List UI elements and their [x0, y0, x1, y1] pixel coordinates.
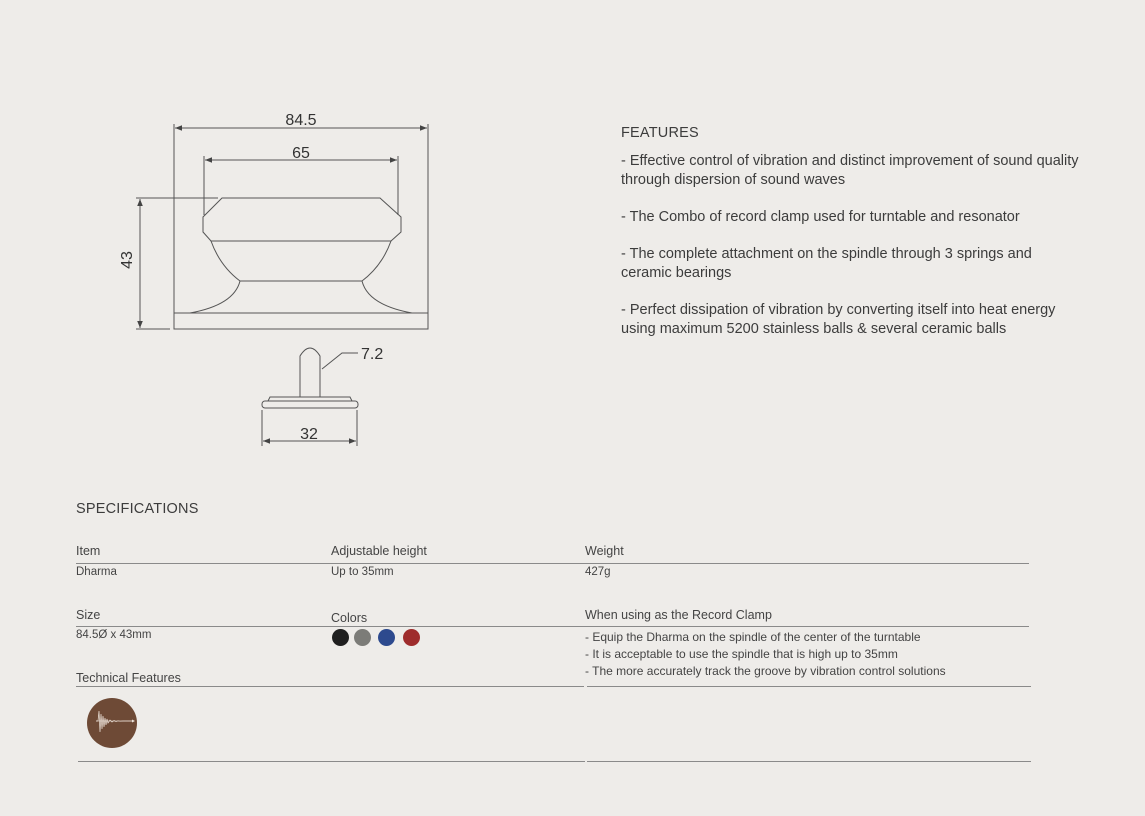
feature-item: - The Combo of record clamp used for turntable and resonator — [621, 209, 1020, 225]
size-label: Size — [76, 608, 101, 622]
dim-base-width: 32 — [300, 426, 318, 443]
color-swatch-red[interactable] — [403, 629, 420, 646]
vibration-wave-icon — [87, 698, 137, 748]
dim-height: 43 — [119, 251, 136, 269]
color-swatch-gray[interactable] — [354, 629, 371, 646]
spindle-outline — [262, 348, 358, 408]
features-section — [621, 124, 1081, 357]
feature-item: - Perfect dissipation of vibration by converting itself into heat energy using maximum 5200 stainless balls & several ceramic balls — [621, 302, 1056, 337]
item-label: Item — [76, 544, 101, 558]
feature-item: - The complete attachment on the spindle through 3 springs and ceramic bearings — [621, 246, 1032, 281]
technical-features-label: Technical Features — [76, 671, 181, 685]
dharma-body-outline — [174, 198, 428, 329]
divider — [587, 761, 1031, 762]
clamp-note: - Equip the Dharma on the spindle of the center of the turntable — [585, 630, 921, 644]
clamp-notes — [585, 629, 1025, 680]
divider — [76, 626, 1029, 627]
item-value: Dharma — [76, 566, 117, 578]
weight-value: 427g — [585, 566, 611, 578]
weight-label: Weight — [585, 544, 624, 558]
clamp-label: When using as the Record Clamp — [585, 608, 772, 622]
divider — [78, 761, 585, 762]
dim-outer-width: 84.5 — [285, 112, 317, 129]
colors-label: Colors — [331, 611, 368, 625]
color-swatch-blue[interactable] — [378, 629, 395, 646]
features-title: FEATURES — [621, 125, 699, 141]
size-value: 84.5Ø x 43mm — [76, 629, 152, 641]
dim-inner-width: 65 — [292, 145, 310, 162]
height-label: Adjustable height — [331, 544, 427, 558]
divider — [76, 563, 1029, 564]
clamp-note: - The more accurately track the groove by vibration control solutions — [585, 664, 946, 678]
divider — [587, 686, 1031, 687]
feature-item: - Effective control of vibration and distinct improvement of sound quality through dispersion of sound waves — [621, 153, 1079, 188]
specifications-title: SPECIFICATIONS — [76, 501, 199, 517]
dim-spindle: 7.2 — [361, 346, 384, 363]
height-value: Up to 35mm — [331, 566, 394, 578]
clamp-note: - It is acceptable to use the spindle that is high up to 35mm — [585, 647, 898, 661]
divider — [76, 686, 584, 687]
color-swatch-black[interactable] — [332, 629, 349, 646]
